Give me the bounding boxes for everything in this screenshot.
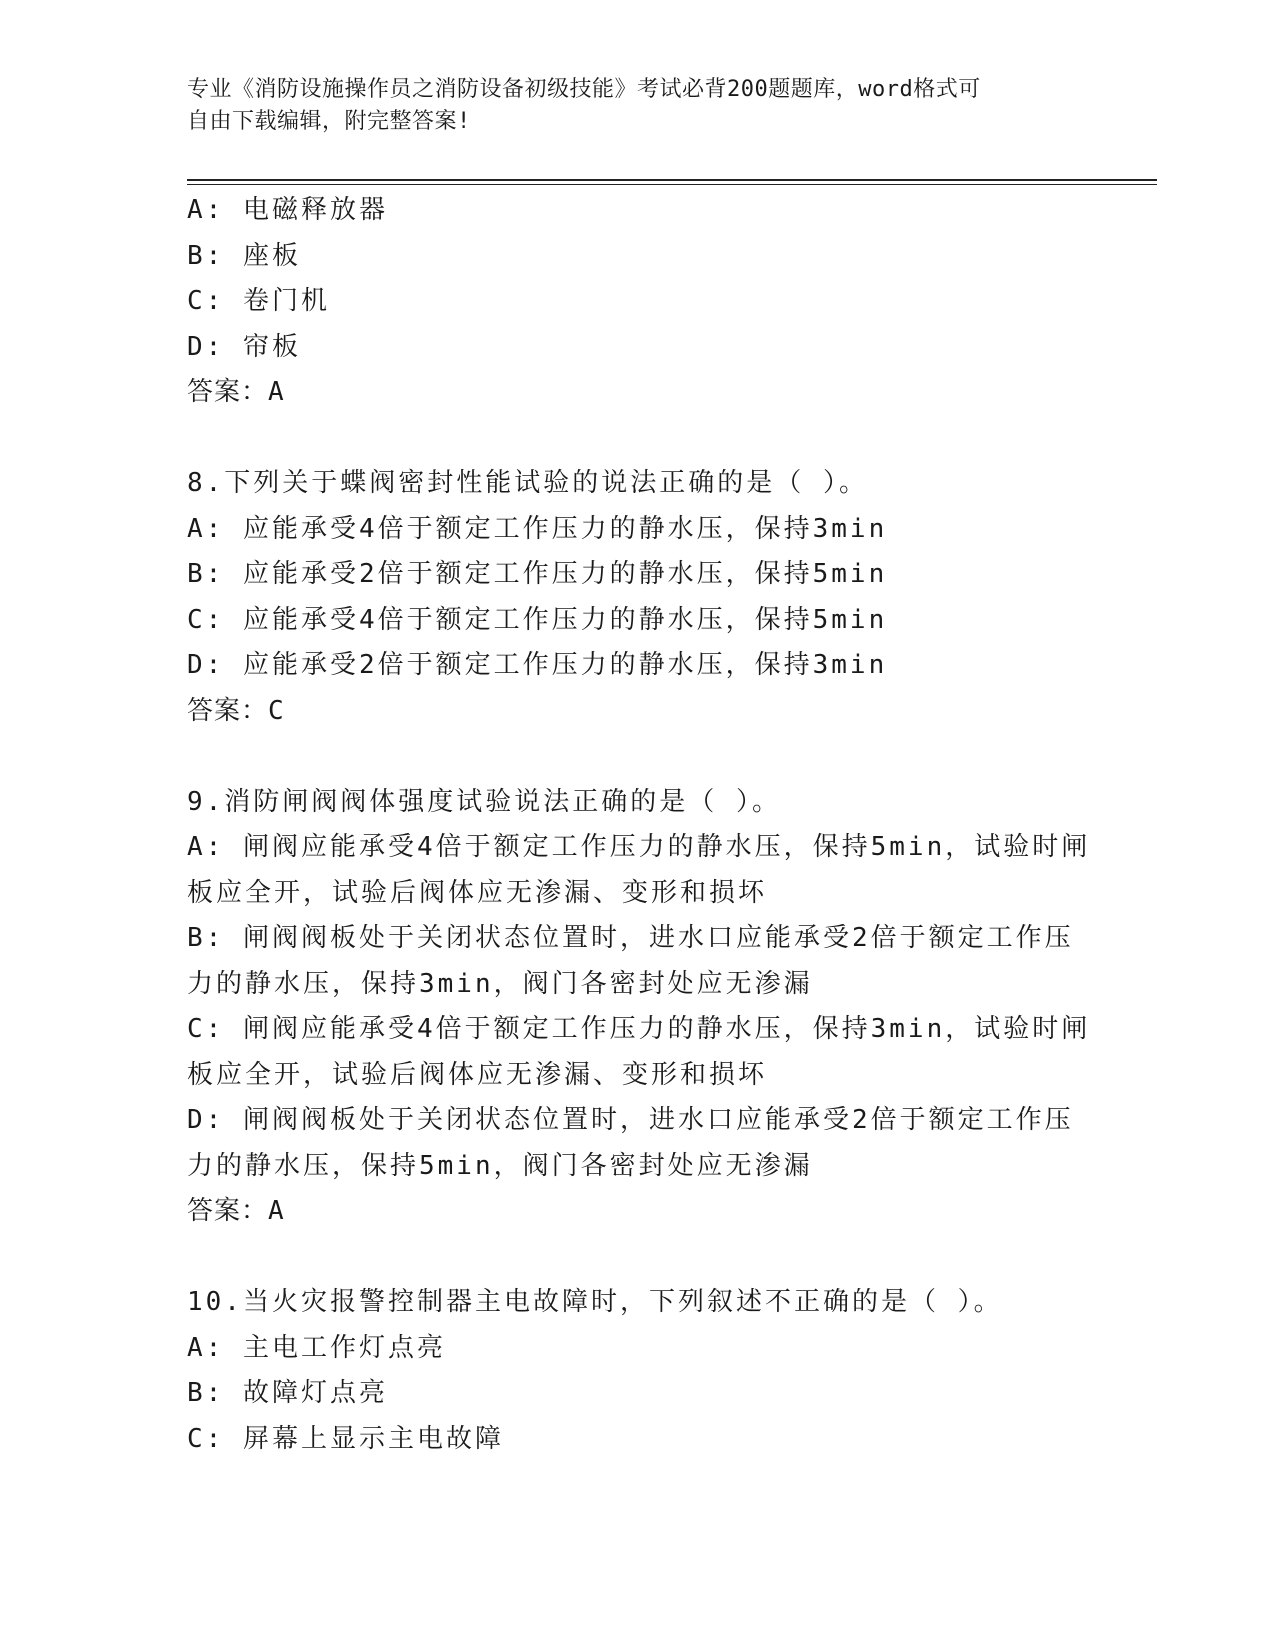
option-d: D: 帘板 (187, 331, 301, 362)
option-d: D: 闸阀阀板处于关闭状态位置时，进水口应能承受2倍于额定工作压 (187, 1105, 1074, 1135)
option-a: A: 闸阀应能承受4倍于额定工作压力的静水压，保持5min，试验时闸 (187, 832, 1091, 862)
option-d: D: 应能承受2倍于额定工作压力的静水压，保持3min (187, 650, 888, 680)
header-line-1: 专业《消防设施操作员之消防设备初级技能》考试必背200题题库，word格式可 (187, 77, 981, 102)
header-rule-thin (187, 184, 1157, 185)
option-c: C: 屏幕上显示主电故障 (187, 1423, 504, 1454)
option-b: B: 应能承受2倍于额定工作压力的静水压，保持5min (187, 559, 888, 589)
option-b: B: 故障灯点亮 (187, 1378, 388, 1408)
header-rule-thick (187, 179, 1157, 181)
answer-line: 答案：C (187, 695, 285, 726)
option-a: A: 电磁释放器 (187, 195, 388, 225)
option-c: C: 应能承受4倍于额定工作压力的静水压，保持5min (187, 604, 888, 635)
answer-line: 答案：A (187, 377, 285, 407)
option-b: B: 闸阀阀板处于关闭状态位置时，进水口应能承受2倍于额定工作压 (187, 923, 1074, 953)
header-line-2: 自由下载编辑，附完整答案! (187, 109, 471, 134)
option-b-continued: 力的静水压，保持3min，阀门各密封处应无渗漏 (187, 968, 813, 999)
answer-line: 答案：A (187, 1196, 285, 1226)
document-header (187, 74, 1087, 138)
question-stem: 9.消防闸阀阀体强度试验说法正确的是（ ）。 (187, 786, 781, 817)
option-a: A: 主电工作灯点亮 (187, 1332, 446, 1363)
option-c: C: 闸阀应能承受4倍于额定工作压力的静水压，保持3min，试验时闸 (187, 1014, 1091, 1044)
option-a-continued: 板应全开，试验后阀体应无渗漏、变形和损坏 (187, 877, 768, 908)
question-stem: 8.下列关于蝶阀密封性能试验的说法正确的是（ ）。 (187, 468, 868, 498)
option-d-continued: 力的静水压，保持5min，阀门各密封处应无渗漏 (187, 1150, 813, 1181)
option-a: A: 应能承受4倍于额定工作压力的静水压，保持3min (187, 513, 888, 544)
question-content (187, 188, 1091, 1462)
question-stem: 10.当火灾报警控制器主电故障时，下列叙述不正确的是（ ）。 (187, 1287, 1003, 1317)
option-c-continued: 板应全开，试验后阀体应无渗漏、变形和损坏 (187, 1059, 768, 1090)
option-b: B: 座板 (187, 240, 301, 271)
option-c: C: 卷门机 (187, 286, 330, 316)
